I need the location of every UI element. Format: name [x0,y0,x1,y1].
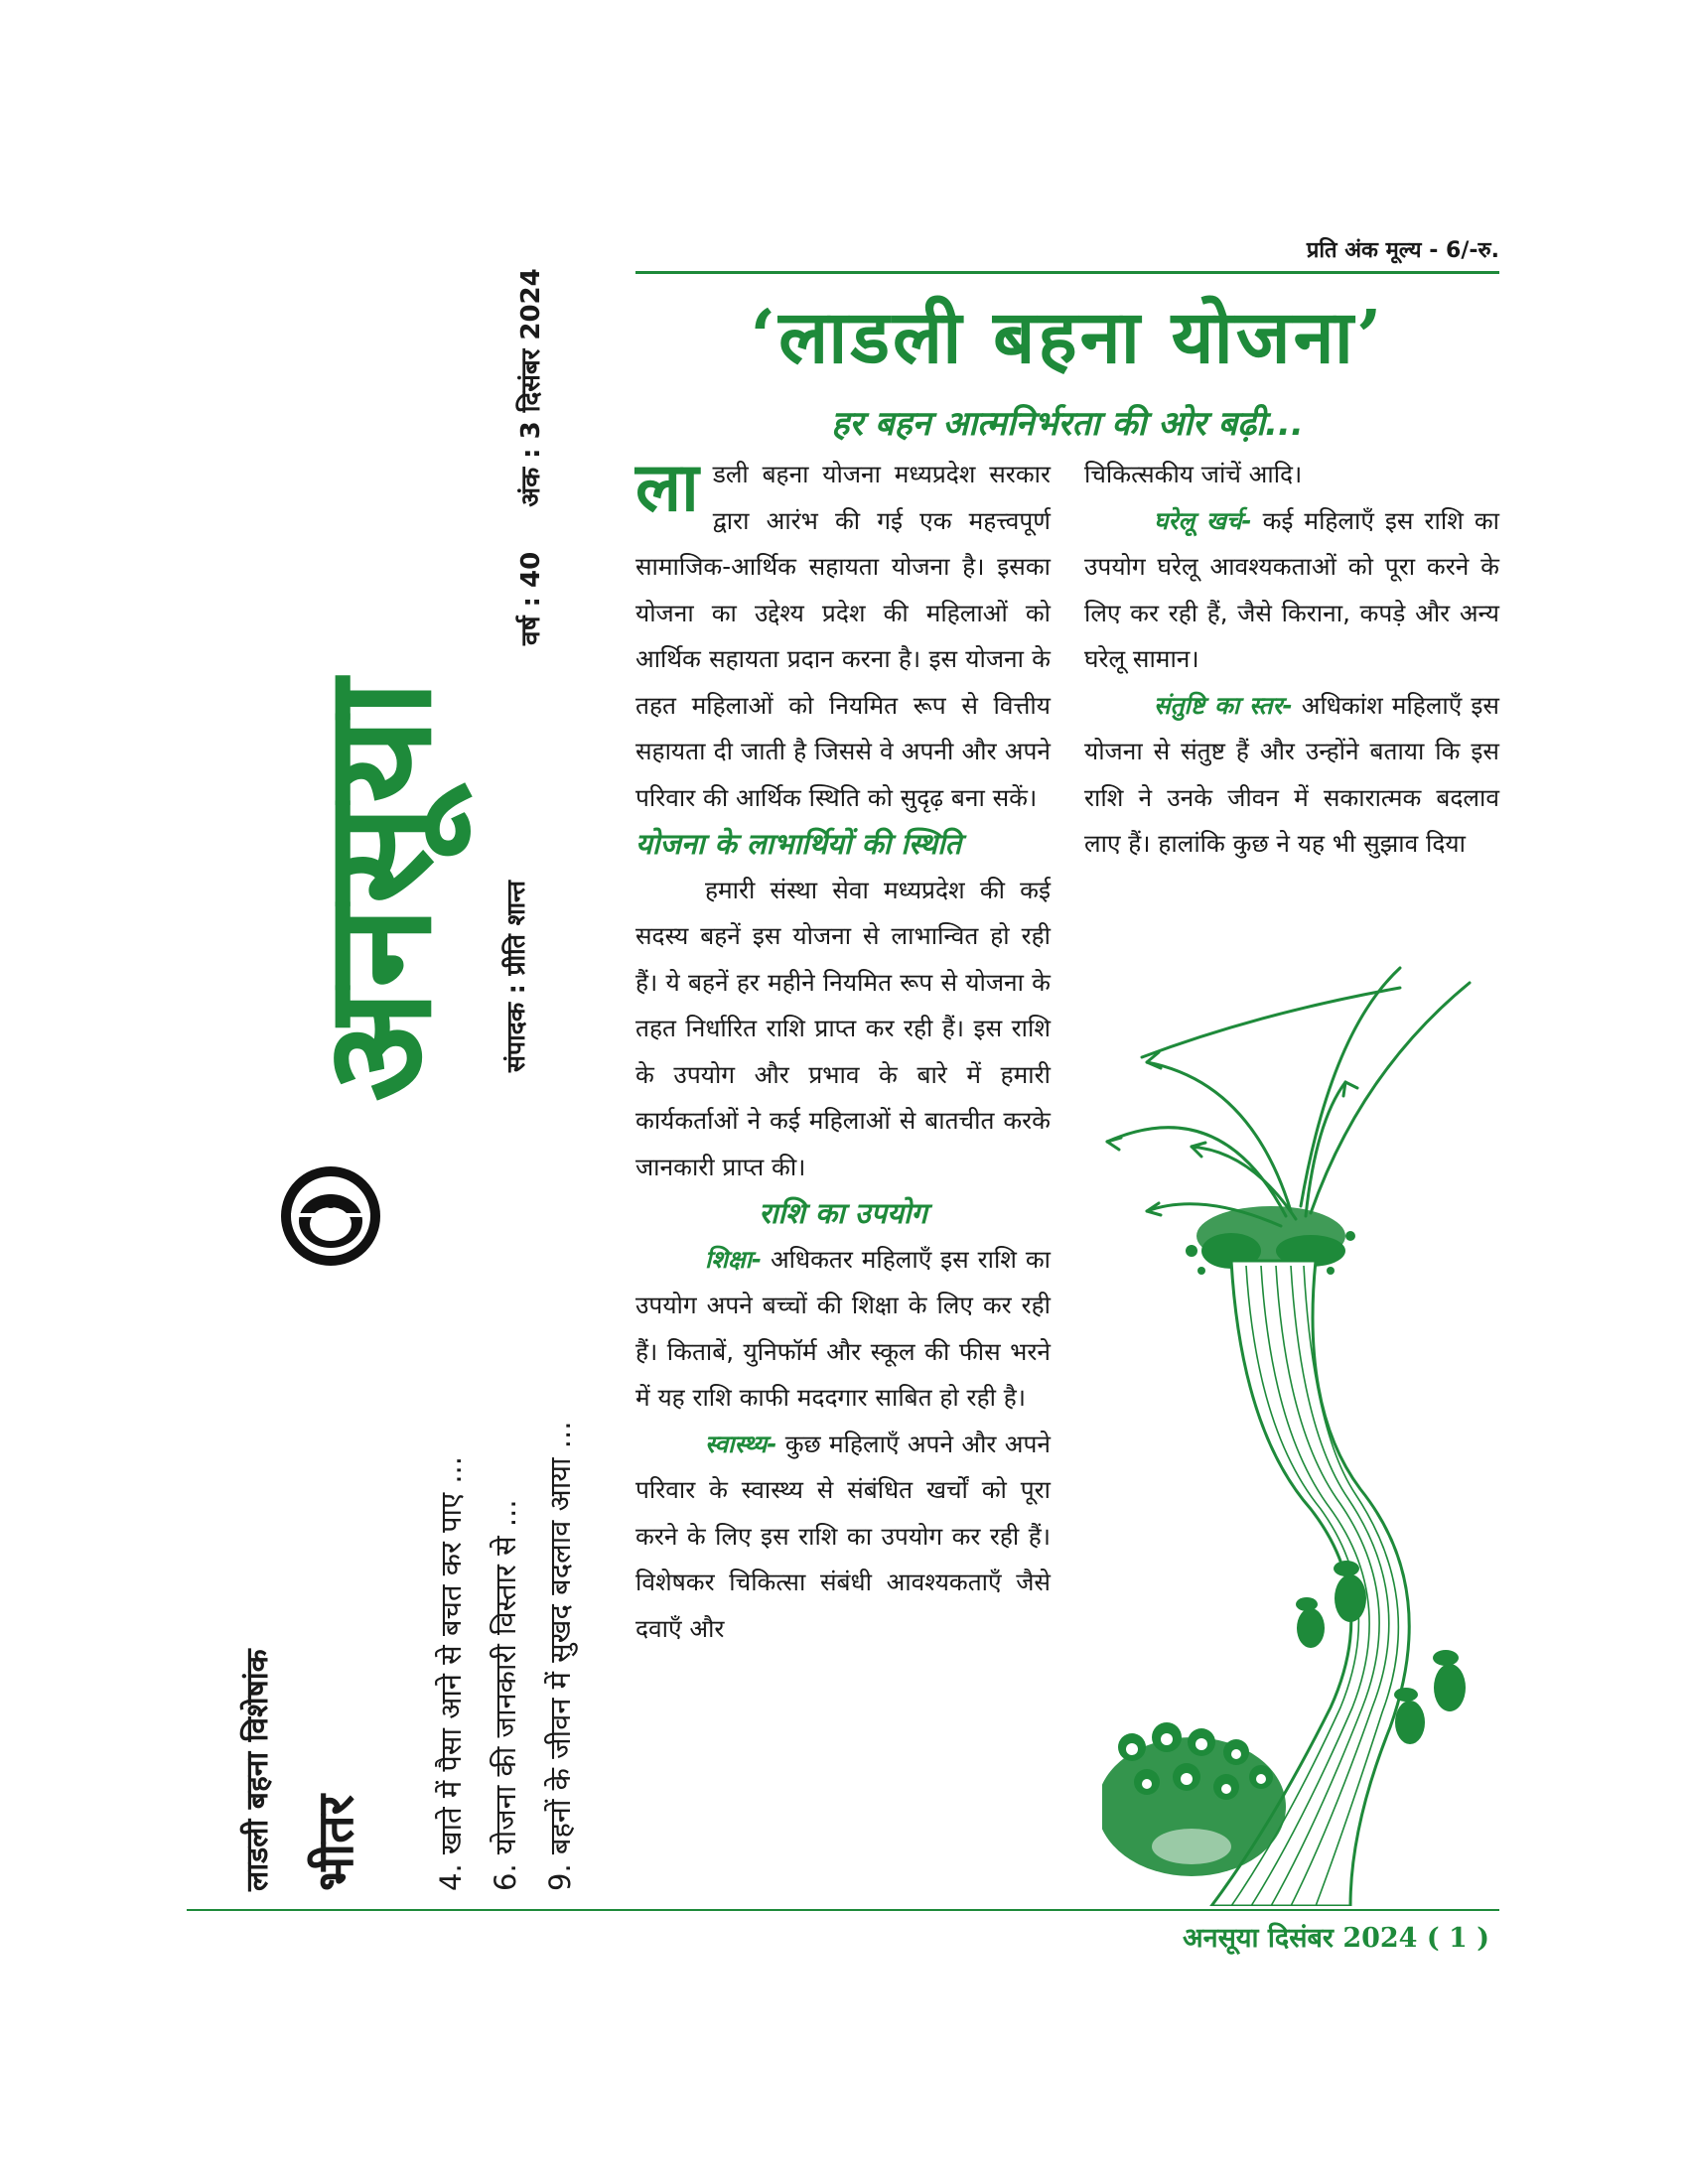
path-footprints-illustration [1102,953,1499,1906]
article-column-2 [1084,452,1499,868]
toc-item[interactable]: 4. खाते में पैसा आने से बचत कर पाए ... [434,1456,468,1891]
education-label: शिक्षा- [705,1244,763,1274]
toc-item[interactable]: 9. बहनों के जीवन में सुखद बदलाव आया ... [543,1421,577,1891]
issue-year: वर्ष : 40 [516,551,546,645]
section-heading-usage: राशि का उपयोग [759,1196,927,1230]
household-text: कई महिलाएँ इस राशि का उपयोग घरेलू आवश्यकताओं को पूरा करने के लिए कर रही हैं, जैसे किराना, कपड़े और अन्य घरेलू सामान। [1084,505,1499,673]
section-heading-beneficiaries: योजना के लाभार्थियों की स्थिति [635,827,962,861]
publication-logo-icon [276,1161,385,1271]
satisfaction-label: संतुष्टि का स्तर- [1154,690,1293,720]
footer-divider [187,1909,1499,1911]
health-continued: चिकित्सकीय जांचें आदि। [1084,460,1303,488]
toc-item[interactable]: 6. योजना की जानकारी विस्तार से ... [489,1499,522,1891]
page-folio: अनसूया दिसंबर 2024 ( 1 ) [1182,1923,1489,1954]
household-label: घरेलू खर्च- [1154,505,1252,535]
health-paragraph [635,1422,1051,1653]
household-paragraph [1084,498,1499,683]
contents-heading: भीतर [307,1794,364,1891]
intro-text: डली बहना योजना मध्यप्रदेश सरकार द्वारा आरंभ की गई एक महत्त्वपूर्ण सामाजिक-आर्थिक सहायता योजना है। इसका योजना का उद्देश्य प्रदेश की महिलाओं को आर्थिक सहायता प्रदान करना है। इस योजना के तहत महिलाओं को नियमित रूप से वित्तीय सहायता दी जाती है जिससे वे अपनी और अपने परिवार की आर्थिक स्थिति को सुदृढ़ बना सकें। [635,460,1052,812]
education-text: अधिकतर महिलाएँ इस राशि का उपयोग अपने बच्चों की शिक्षा के लिए कर रही हैं। किताबें, युनिफॉर्म और स्कूल की फीस भरने में यह राशि काफी मददगार साबित हो रही है। [635,1244,1051,1412]
issue-meta [516,232,546,645]
education-paragraph [635,1237,1051,1422]
special-issue-label: लाडली बहना विशेषांक [240,1649,275,1891]
drop-cap: ला [635,448,699,527]
beneficiaries-paragraph: हमारी संस्था सेवा मध्यप्रदेश की कई सदस्य बहनें इस योजना से लाभान्वित हो रही हैं। ये बहनें हर महीने नियमित रूप से योजना के तहत निर्धारित राशि प्राप्त कर रही हैं। इस राशि के उपयोग और प्रभाव के बारे में हमारी कार्यकर्ताओं ने कई महिलाओं से बातचीत करके जानकारी प्राप्त की। [635,875,1051,1181]
issue-price: प्रति अंक मूल्य - 6/-रु. [1306,238,1499,263]
article-title: ‘लाडली बहना योजना’ [750,295,1385,380]
article-column-1 [635,448,1052,1652]
health-label: स्वास्थ्य- [705,1429,777,1458]
satisfaction-text: अधिकांश महिलाएँ इस योजना से संतुष्ट हैं और उन्होंने बताया कि इस राशि ने उनके जीवन में सकारात्मक बदलाव लाए हैं। हालांकि कुछ ने यह भी सुझाव दिया [1084,690,1499,858]
editor-credit: संपादक : प्रीति शान्त [501,880,530,1072]
header-divider [635,271,1499,274]
masthead-title: अनसूया [291,677,464,1102]
issue-number-date: अंक : 3 दिसंबर 2024 [516,268,546,507]
health-text: कुछ महिलाएँ अपने और अपने परिवार के स्वास्थ्य से संबंधित खर्चों को पूरा करने के लिए इस राशि का उपयोग कर रही हैं। विशेषकर चिकित्सा संबंधी आवश्यकताएँ जैसे दवाएँ और [635,1429,1051,1643]
article-subtitle: हर बहन आत्मनिर्भरता की ओर बढ़ी... [831,404,1304,444]
intro-paragraph [635,448,1052,821]
satisfaction-paragraph [1084,683,1499,868]
